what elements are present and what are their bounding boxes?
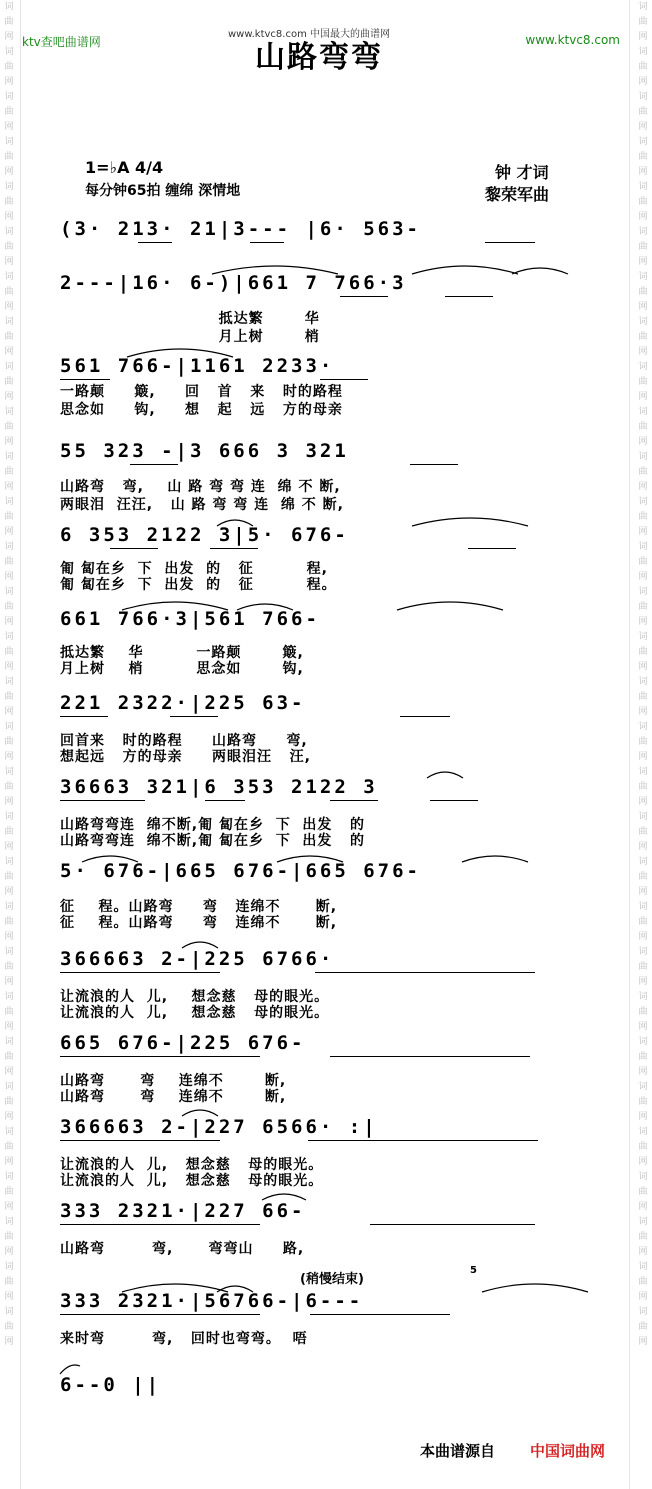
notation-line: 661 766·3|561 766- [60, 608, 320, 630]
slur [180, 938, 220, 950]
beam [320, 379, 368, 380]
side-watermark-right: 词曲网词曲网词曲网词曲网词曲网词曲网词曲网词曲网词曲网词曲网词曲网词曲网词曲网词曲网词曲网词曲网词曲网词曲网词曲网词曲网词曲网词曲网词曲网词曲网词曲网词曲网词曲网词曲网词曲网词曲网 [638, 2, 648, 1347]
side-rule-right [629, 0, 630, 1489]
lyric-verse-2: 让流浪的人 儿, 想念慈 母的眼光。 [60, 1173, 324, 1189]
beam [60, 1140, 220, 1141]
lyric-verse-1: 一路颠 簸, 回 首 来 时的路程 [60, 384, 343, 400]
lyric-verse-2: 两眼泪 汪汪, 山 路 弯 弯 连 绵 不 断, [60, 497, 344, 513]
beam [60, 1224, 260, 1225]
slur [460, 852, 530, 864]
lyric-verse-2: 征 程。山路弯 弯 连绵不 断, [60, 915, 338, 931]
beam [60, 716, 108, 717]
beam [138, 242, 172, 243]
lyric-verse-1: 来时弯 弯, 回时也弯弯。 唔 [60, 1331, 308, 1347]
notation-line: 2---|16· 6-)|661 7 766·3 [60, 272, 407, 294]
beam [250, 242, 284, 243]
lyric-verse-1: 匍 匐在乡 下 出发 的 征 程, [60, 561, 328, 577]
lyric-verse-1: 让流浪的人 儿, 想念慈 母的眼光。 [60, 1157, 324, 1173]
key-signature: 1=♭A 4/4 [85, 158, 164, 177]
lyric-verse-2: 月上树 梢 [60, 329, 320, 345]
lyric-verse-2: 山路弯 弯 连绵不 断, [60, 1089, 287, 1105]
side-rule-left [20, 0, 21, 1489]
beam [210, 548, 258, 549]
beam [110, 548, 158, 549]
slur [180, 1106, 220, 1118]
lyric-verse-2: 想起远 方的母亲 两眼泪汪 汪, [60, 749, 311, 765]
notation-line: 561 766-|1161 2233· [60, 355, 335, 377]
beam [315, 972, 535, 973]
slur [235, 600, 295, 612]
lyric-verse-1: 山路弯 弯, 弯弯山 路, [60, 1241, 305, 1257]
lyric-verse-2: 匍 匐在乡 下 出发 的 征 程。 [60, 577, 337, 593]
composer-credit: 黎荣军曲 [485, 185, 550, 204]
slur [510, 264, 570, 276]
slur [215, 1282, 255, 1294]
lyric-verse-1: 山路弯 弯 连绵不 断, [60, 1073, 287, 1089]
song-title: 山路弯弯 [255, 40, 383, 75]
lyric-verse-2: 思念如 钩, 想 起 远 方的母亲 [60, 402, 343, 418]
beam [60, 972, 220, 973]
slur [215, 516, 255, 528]
slur [480, 1280, 590, 1294]
notation-line: 5· 676-|665 676-|665 676- [60, 860, 421, 882]
notation-line: 333 2321·|56766-|6--- [60, 1290, 364, 1312]
beam [340, 296, 388, 297]
slur [410, 514, 530, 528]
slur [125, 345, 235, 359]
slur [260, 1190, 308, 1202]
source-label: 本曲谱源自 [420, 1442, 496, 1460]
slur [410, 262, 520, 276]
beam [310, 1314, 450, 1315]
lyric-verse-1: 让流浪的人 儿, 想念慈 母的眼光。 [60, 989, 330, 1005]
slur [210, 262, 340, 276]
lyric-verse-1: 抵达繁 华 [60, 311, 320, 327]
beam [430, 800, 478, 801]
notation-line: 36663 321|6 353 2122 3 [60, 776, 378, 798]
notation-line: 366663 2-|227 6566· :| [60, 1116, 378, 1138]
slur [120, 598, 230, 612]
beam [60, 1056, 260, 1057]
slur [425, 768, 465, 780]
tempo-change-marking: (稍慢结束) [300, 1272, 364, 1287]
beam [308, 1140, 538, 1141]
beam [485, 242, 535, 243]
beam [205, 800, 245, 801]
slur [275, 852, 345, 864]
site-name-left: ktv查吧曲谱网 [22, 35, 101, 49]
notation-line: 6--0 || [60, 1374, 162, 1396]
side-watermark-left: 词曲网词曲网词曲网词曲网词曲网词曲网词曲网词曲网词曲网词曲网词曲网词曲网词曲网词曲网词曲网词曲网词曲网词曲网词曲网词曲网词曲网词曲网词曲网词曲网词曲网词曲网词曲网词曲网词曲网词曲网 [4, 2, 14, 1347]
notation-line: 221 2322·|225 63- [60, 692, 306, 714]
beam [330, 1056, 530, 1057]
lyric-verse-2: 山路弯弯连 绵不断,匍 匐在乡 下 出发 的 [60, 833, 366, 849]
slur [395, 598, 505, 612]
beam [170, 716, 218, 717]
slur [120, 1280, 230, 1294]
beam [468, 548, 516, 549]
beam [130, 464, 178, 465]
notation-line: 333 2321·|227 66- [60, 1200, 306, 1222]
lyric-verse-1: 回首来 时的路程 山路弯 弯, [60, 733, 308, 749]
site-url-right: www.ktvc8.com [525, 33, 620, 47]
beam [445, 296, 493, 297]
beam [330, 800, 378, 801]
lyric-verse-1: 抵达繁 华 一路颠 簸, [60, 645, 304, 661]
notation-line: 366663 2-|225 6766· [60, 948, 335, 970]
notation-line: (3· 213· 21|3--- |6· 563- [60, 218, 421, 240]
notation-line: 55 323 -|3 666 3 321 [60, 440, 349, 462]
notation-line: 6 353 2122 3|5· 676- [60, 524, 349, 546]
lyric-verse-2: 让流浪的人 儿, 想念慈 母的眼光。 [60, 1005, 330, 1021]
lyric-verse-1: 山路弯 弯, 山 路 弯 弯 连 绵 不 断, [60, 479, 341, 495]
beam [400, 716, 450, 717]
lyric-verse-1: 征 程。山路弯 弯 连绵不 断, [60, 899, 338, 915]
site-tagline: www.ktvc8.com 中国最大的曲谱网 [228, 29, 391, 40]
slur [80, 852, 140, 864]
beam [60, 1314, 260, 1315]
beam [60, 379, 110, 380]
tempo-marking: 每分钟65拍 缠绵 深情地 [85, 183, 241, 199]
beam [410, 464, 458, 465]
lyric-verse-1: 山路弯弯连 绵不断,匍 匐在乡 下 出发 的 [60, 817, 366, 833]
beam [370, 1224, 535, 1225]
lyricist-credit: 钟 才词 [495, 163, 549, 182]
lyric-verse-2: 月上树 梢 思念如 钩, [60, 661, 304, 677]
source-site: 中国词曲网 [530, 1442, 606, 1460]
grace-note: 5 [470, 1265, 477, 1276]
beam [60, 800, 145, 801]
notation-line: 665 676-|225 676- [60, 1032, 306, 1054]
